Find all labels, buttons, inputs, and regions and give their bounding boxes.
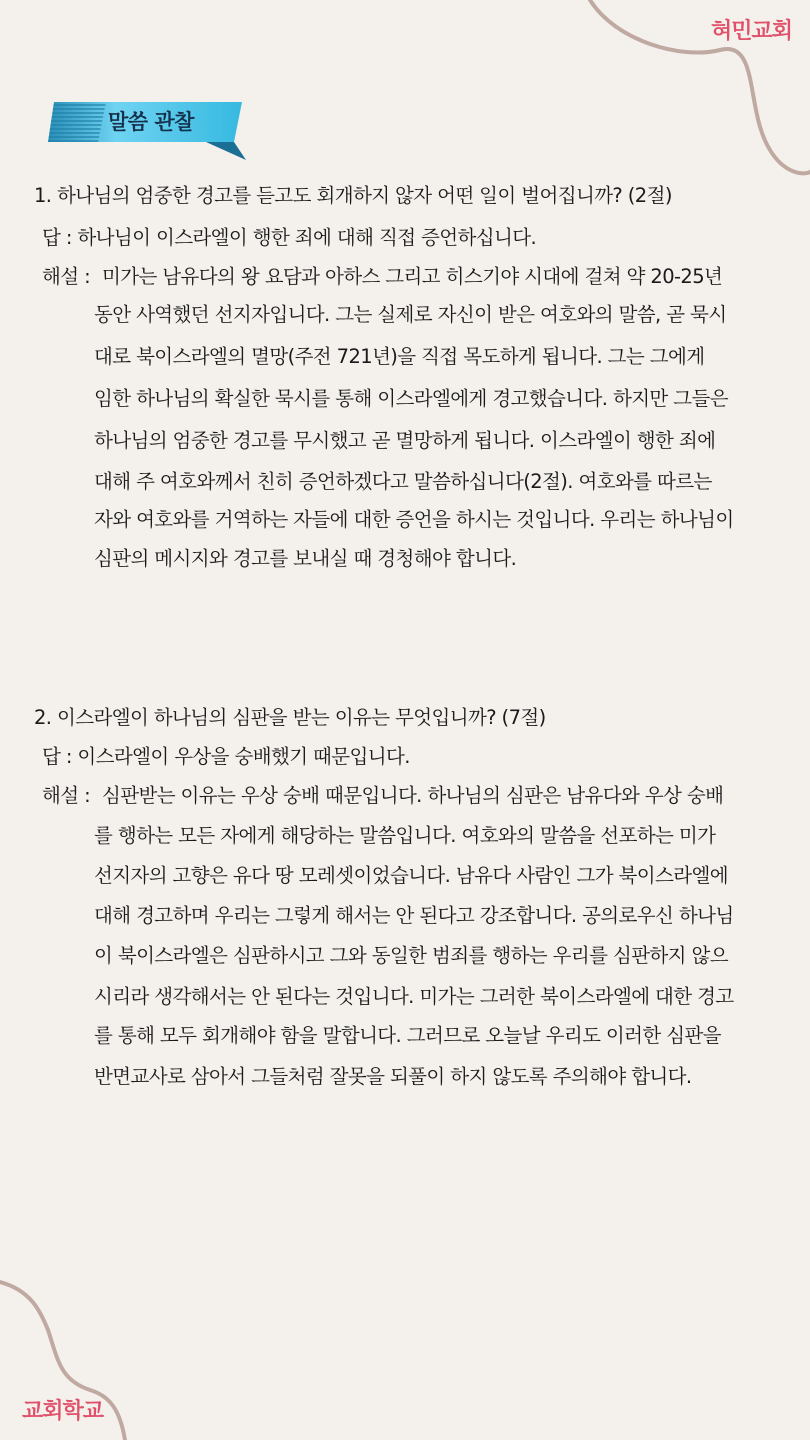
- explanation-2-line: 시리라 생각해서는 안 된다는 것입니다. 미가는 그러한 북이스라엘에 대한 경고: [94, 985, 734, 1008]
- explanation-label-1: 해설 :: [42, 265, 91, 288]
- explanation-2-line: 선지자의 고향은 유다 땅 모레셋이었습니다. 남유다 사람인 그가 북이스라엘에: [94, 864, 728, 887]
- answer-2: 답 : 이스라엘이 우상을 숭배했기 때문입니다.: [42, 745, 410, 768]
- explanation-1-line: 대로 북이스라엘의 멸망(주전 721년)을 직접 목도하게 됩니다. 그는 그에게: [94, 345, 705, 368]
- explanation-label-2: 해설 :: [42, 784, 91, 807]
- explanation-1-line: 자와 여호와를 거역하는 자들에 대한 증언을 하시는 것입니다. 우리는 하나님이: [94, 508, 734, 531]
- church-school-logo-bottom: 교회학교: [22, 1399, 104, 1424]
- explanation-1-line: 동안 사역했던 선지자입니다. 그는 실제로 자신이 받은 여호와의 말씀, 곧 묵시: [94, 303, 727, 326]
- explanation-1-line: 미가는 남유다의 왕 요담과 아하스 그리고 히스기야 시대에 걸쳐 약 20-25년: [102, 265, 723, 288]
- question-1: 1. 하나님의 엄중한 경고를 듣고도 회개하지 않자 어떤 일이 벌어집니까? (2절): [34, 184, 672, 207]
- answer-1: 답 : 하나님이 이스라엘이 행한 죄에 대해 직접 증언하십니다.: [42, 226, 537, 249]
- explanation-1-line: 심판의 메시지와 경고를 보내실 때 경청해야 합니다.: [94, 547, 517, 570]
- explanation-2-line: 심판받는 이유는 우상 숭배 때문입니다. 하나님의 심판은 남유다와 우상 숭배: [102, 784, 724, 807]
- explanation-2-line: 반면교사로 삼아서 그들처럼 잘못을 되풀이 하지 않도록 주의해야 합니다.: [94, 1065, 692, 1088]
- church-logo-top: 혀민교회: [710, 19, 792, 44]
- explanation-2-line: 대해 경고하며 우리는 그렇게 해서는 안 된다고 강조합니다. 공의로우신 하나님: [94, 904, 734, 927]
- explanation-1-line: 하나님의 엄중한 경고를 무시했고 곧 멸망하게 됩니다. 이스라엘이 행한 죄에: [94, 429, 716, 452]
- question-2: 2. 이스라엘이 하나님의 심판을 받는 이유는 무엇입니까? (7절): [34, 706, 546, 729]
- explanation-2-line: 를 통해 모두 회개해야 함을 말합니다. 그러므로 오늘날 우리도 이러한 심판을: [94, 1024, 721, 1047]
- explanation-1-line: 임한 하나님의 확실한 묵시를 통해 이스라엘에게 경고했습니다. 하지만 그들은: [94, 387, 728, 410]
- explanation-1-line: 대해 주 여호와께서 친히 증언하겠다고 말씀하십니다(2절). 여호와를 따르는: [94, 470, 712, 493]
- section-title: 말씀 관찰: [108, 110, 194, 134]
- explanation-2-line: 이 북이스라엘은 심판하시고 그와 동일한 범죄를 행하는 우리를 심판하지 않으: [94, 944, 728, 967]
- explanation-2-line: 를 행하는 모든 자에게 해당하는 말씀입니다. 여호와의 말씀을 선포하는 미가: [94, 824, 716, 847]
